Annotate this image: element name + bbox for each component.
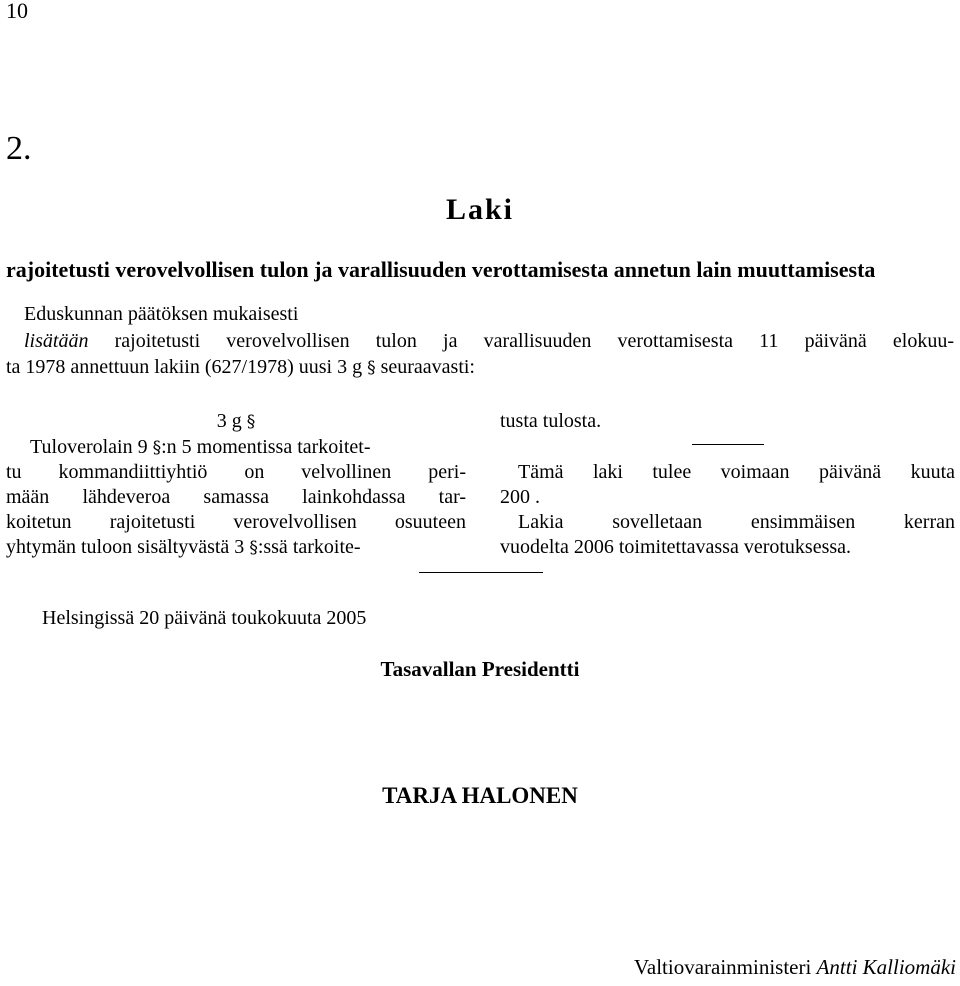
section-sign: § [152, 438, 162, 458]
left-column-line-3: mään lähdeveroa samassa lainkohdassa tar- [6, 486, 466, 508]
line-text: yhtymän tuloon sisältyvästä 3 [6, 536, 250, 558]
section-sign: § [246, 412, 256, 432]
page-number: 10 [6, 0, 28, 23]
entry-into-force-line-2: 200 . [500, 486, 540, 508]
left-column-line-5 [6, 536, 466, 559]
end-of-law-divider [419, 572, 543, 573]
preamble-enactment: Eduskunnan päätöksen mukaisesti [24, 303, 299, 325]
left-column-line-2: tu kommandiittiyhtiö on velvollinen peri- [6, 461, 466, 483]
amendment-text-2b: seuraavasti: [375, 356, 475, 378]
amendment-clause-line-1 [24, 330, 954, 353]
amendment-clause-line-2 [6, 356, 475, 379]
minister-signature [634, 955, 956, 980]
entry-into-force-line-1: Tämä laki tulee voimaan päivänä kuuta [518, 461, 955, 483]
law-subtitle: rajoitetusti verovelvollisen tulon ja varallisuuden verottamisesta annetun lain muuttamisesta [6, 257, 876, 282]
left-column-line-4: koitetun rajoitetusti verovelvollisen osuuteen [6, 511, 466, 533]
amendment-text: rajoitetusti verovelvollisen tulon ja varallisuuden verottamisesta 11 päivänä elokuu- [88, 330, 954, 352]
application-line-2: vuodelta 2006 toimitettavassa verotuksessa. [500, 536, 852, 558]
minister-title: Valtiovarainministeri [634, 955, 817, 979]
minister-name: Antti Kalliomäki [816, 955, 956, 979]
left-column-line-1 [30, 436, 466, 459]
application-line-1: Lakia sovelletaan ensimmäisen kerran [518, 511, 955, 533]
law-title: Laki [445, 193, 515, 226]
section-heading-text: 3 g [216, 410, 247, 432]
amendment-verb: lisätään [24, 330, 89, 352]
section-number: 2. [6, 130, 32, 167]
short-divider [692, 444, 764, 445]
section-sign: § [249, 538, 258, 558]
president-name: TARJA HALONEN [382, 783, 578, 808]
amendment-text-2a: ta 1978 annettuun lakiin (627/1978) uusi 3 g [6, 356, 368, 378]
line-text: Tuloverolain 9 [30, 436, 153, 458]
section-heading [6, 410, 466, 433]
line-text: :ssä tarkoite- [257, 536, 361, 558]
president-title: Tasavallan Presidentti [380, 657, 580, 681]
section-sign: § [367, 358, 376, 378]
line-text: :n 5 momentissa tarkoitet- [161, 436, 371, 458]
place-and-date: Helsingissä 20 päivänä toukokuuta 2005 [42, 607, 367, 629]
right-column-continuation: tusta tulosta. [500, 410, 602, 432]
